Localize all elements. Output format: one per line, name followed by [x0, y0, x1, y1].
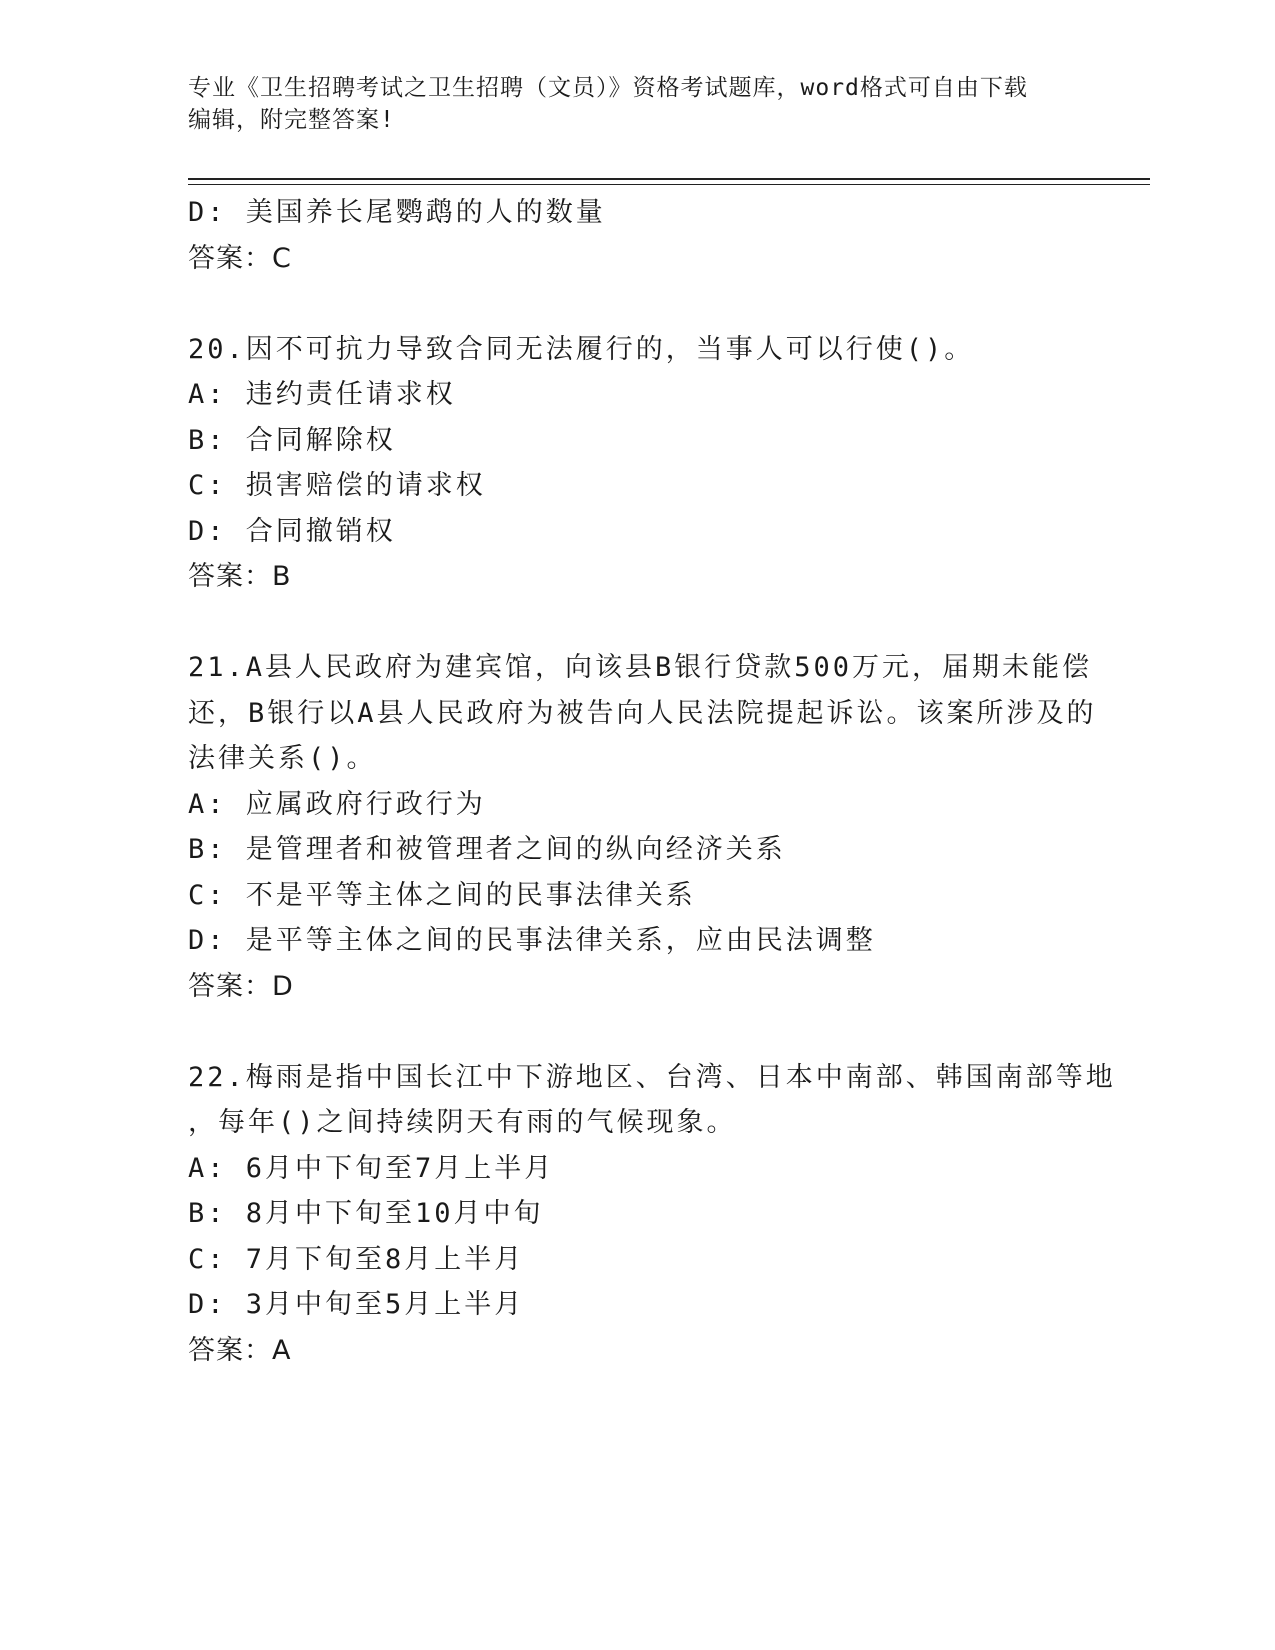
- option-d: D: 3月中旬至5月上半月: [188, 1289, 525, 1320]
- question-text-line: 21.A县人民政府为建宾馆，向该县B银行贷款500万元，届期未能偿: [188, 652, 1093, 683]
- question-text-line: 法律关系()。: [188, 743, 377, 774]
- header-line-2: 编辑，附完整答案!: [188, 107, 395, 133]
- option-d: D: 合同撤销权: [188, 515, 396, 547]
- question-22: [188, 1055, 1148, 1374]
- question-text-line: 还，B银行以A县人民政府为被告向人民法院提起诉讼。该案所涉及的: [188, 697, 1097, 729]
- option-b: B: 合同解除权: [188, 424, 396, 456]
- header-rule-thin: [188, 184, 1150, 185]
- spacer: [188, 600, 1148, 646]
- option-c: C: 损害赔偿的请求权: [188, 470, 486, 501]
- option-b: B: 是管理者和被管理者之间的纵向经济关系: [188, 834, 786, 865]
- spacer: [188, 1009, 1148, 1055]
- option-c: C: 7月下旬至8月上半月: [188, 1243, 525, 1275]
- answer: 答案：B: [188, 561, 292, 592]
- header-rule-thick: [188, 178, 1150, 180]
- option-c: C: 不是平等主体之间的民事法律关系: [188, 879, 696, 911]
- carryover-option-d: D: 美国养长尾鹦鹉的人的数量: [188, 197, 606, 228]
- option-a: A: 6月中下旬至7月上半月: [188, 1152, 555, 1184]
- question-content: [188, 190, 1148, 1373]
- question-text-line: 22.梅雨是指中国长江中下游地区、台湾、日本中南部、韩国南部等地: [188, 1061, 1116, 1093]
- header-line-1: 专业《卫生招聘考试之卫生招聘（文员）》资格考试题库，word格式可自由下载: [188, 75, 1028, 101]
- option-b: B: 8月中下旬至10月中旬: [188, 1198, 544, 1229]
- option-a: A: 应属政府行政行为: [188, 788, 486, 820]
- option-a: A: 违约责任请求权: [188, 379, 456, 410]
- answer: 答案：A: [188, 1334, 292, 1366]
- page-header: [188, 72, 1088, 136]
- question-text-line: ，每年()之间持续阴天有雨的气候现象。: [188, 1107, 737, 1138]
- question-text-line: 20.因不可抗力导致合同无法履行的，当事人可以行使()。: [188, 333, 975, 365]
- question-21: [188, 645, 1148, 1009]
- question-20: [188, 327, 1148, 600]
- spacer: [188, 281, 1148, 327]
- carryover-answer: 答案：C: [188, 242, 292, 274]
- option-d: D: 是平等主体之间的民事法律关系，应由民法调整: [188, 925, 876, 956]
- answer: 答案：D: [188, 970, 294, 1002]
